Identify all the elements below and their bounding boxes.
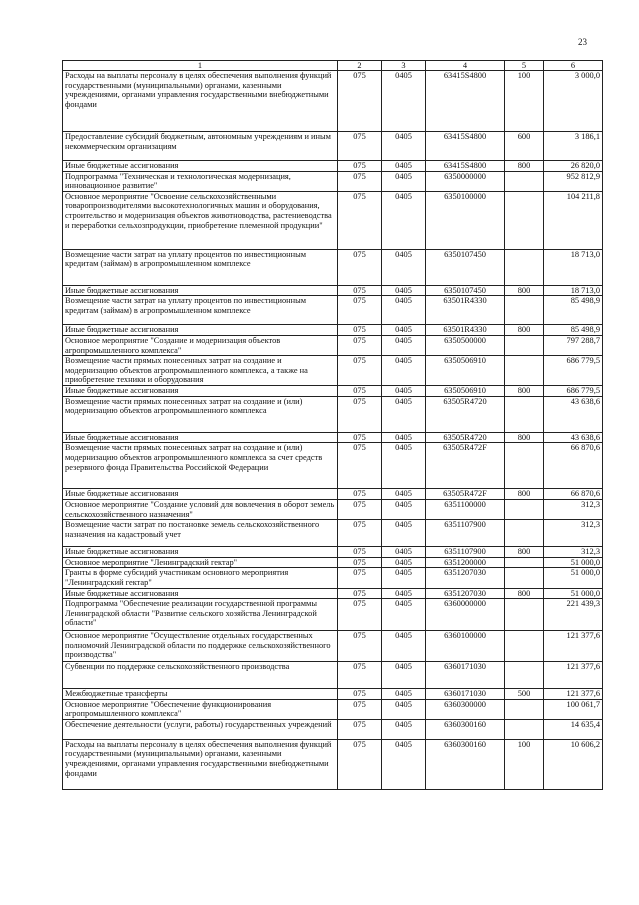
target-code-cell: 6351107900 (426, 520, 505, 547)
section-code-cell: 0405 (382, 719, 426, 739)
row-name-cell: Основное мероприятие "Освоение сельскохозяйственными товаропроизводителями высокотехнологичных машин и оборудования, строительство и модернизация объектов животноводства, растениеводства и переработки сельхозпродукции, приобретение племенной продукции" (63, 191, 338, 249)
amount-cell: 66 870,6 (544, 443, 603, 489)
row-name-cell: Подпрограмма "Техническая и технологическая модернизация, инновационное развитие" (63, 171, 338, 191)
section-code-cell: 0405 (382, 689, 426, 700)
table-row (63, 285, 603, 296)
amount-cell: 18 713,0 (544, 249, 603, 285)
table-row (63, 599, 603, 631)
column-header: 4 (426, 61, 505, 71)
table-row (63, 689, 603, 700)
row-name-cell: Иные бюджетные ассигнования (63, 432, 338, 443)
row-name-cell: Иные бюджетные ассигнования (63, 489, 338, 500)
expense-type-cell (505, 191, 544, 249)
target-code-cell: 6350000000 (426, 171, 505, 191)
target-code-cell: 6360300160 (426, 719, 505, 739)
table-row (63, 739, 603, 789)
ministry-code-cell: 075 (338, 443, 382, 489)
target-code-cell: 6351100000 (426, 499, 505, 519)
table-header-row (63, 61, 603, 71)
expense-type-cell: 800 (505, 432, 544, 443)
row-name-cell: Иные бюджетные ассигнования (63, 386, 338, 397)
ministry-code-cell: 075 (338, 699, 382, 719)
column-header: 3 (382, 61, 426, 71)
section-code-cell: 0405 (382, 588, 426, 599)
expense-type-cell: 800 (505, 547, 544, 558)
table-row (63, 432, 603, 443)
expense-type-cell: 600 (505, 132, 544, 161)
section-code-cell: 0405 (382, 285, 426, 296)
expense-type-cell (505, 335, 544, 355)
section-code-cell: 0405 (382, 386, 426, 397)
expense-type-cell (505, 599, 544, 631)
target-code-cell: 6351200000 (426, 557, 505, 568)
target-code-cell: 6350506910 (426, 386, 505, 397)
section-code-cell: 0405 (382, 432, 426, 443)
table-row (63, 547, 603, 558)
expense-type-cell (505, 443, 544, 489)
amount-cell: 686 779,5 (544, 356, 603, 386)
amount-cell: 952 812,9 (544, 171, 603, 191)
target-code-cell: 6351107900 (426, 547, 505, 558)
row-name-cell: Субвенции по поддержке сельскохозяйственного производства (63, 662, 338, 689)
expense-type-cell (505, 520, 544, 547)
expense-type-cell (505, 499, 544, 519)
ministry-code-cell: 075 (338, 296, 382, 325)
table-row (63, 396, 603, 432)
ministry-code-cell: 075 (338, 71, 382, 132)
ministry-code-cell: 075 (338, 132, 382, 161)
ministry-code-cell: 075 (338, 356, 382, 386)
row-name-cell: Иные бюджетные ассигнования (63, 285, 338, 296)
expense-type-cell: 800 (505, 285, 544, 296)
target-code-cell: 6360300160 (426, 739, 505, 789)
row-name-cell: Возмещение части прямых понесенных затрат на создание и модернизацию объектов агропромышленного комплекса, а также на приобретение техники и оборудования (63, 356, 338, 386)
table-row (63, 588, 603, 599)
amount-cell: 43 638,6 (544, 432, 603, 443)
amount-cell: 43 638,6 (544, 396, 603, 432)
amount-cell: 3 000,0 (544, 71, 603, 132)
table-row (63, 296, 603, 325)
section-code-cell: 0405 (382, 520, 426, 547)
row-name-cell: Обеспечение деятельности (услуги, работы) государственных учреждений (63, 719, 338, 739)
expense-type-cell: 100 (505, 71, 544, 132)
budget-table (62, 60, 603, 790)
table-row (63, 161, 603, 172)
ministry-code-cell: 075 (338, 719, 382, 739)
ministry-code-cell: 075 (338, 557, 382, 568)
row-name-cell: Возмещение части затрат на уплату процентов по инвестиционным кредитам (займам) в агропромышленном комплексе (63, 249, 338, 285)
row-name-cell: Иные бюджетные ассигнования (63, 161, 338, 172)
amount-cell: 10 606,2 (544, 739, 603, 789)
row-name-cell: Иные бюджетные ассигнования (63, 325, 338, 336)
row-name-cell: Основное мероприятие "Осуществление отдельных государственных полномочий Ленинградской области по поддержке сельскохозяйственного производства" (63, 631, 338, 662)
ministry-code-cell: 075 (338, 249, 382, 285)
column-header: 2 (338, 61, 382, 71)
table-row (63, 631, 603, 662)
amount-cell: 85 498,9 (544, 296, 603, 325)
section-code-cell: 0405 (382, 171, 426, 191)
amount-cell: 26 820,0 (544, 161, 603, 172)
ministry-code-cell: 075 (338, 739, 382, 789)
target-code-cell: 6360171030 (426, 662, 505, 689)
expense-type-cell (505, 171, 544, 191)
amount-cell: 85 498,9 (544, 325, 603, 336)
ministry-code-cell: 075 (338, 191, 382, 249)
row-name-cell: Основное мероприятие "Создание и модернизация объектов агропромышленного комплекса" (63, 335, 338, 355)
table-row (63, 325, 603, 336)
page-number: 23 (578, 37, 587, 47)
target-code-cell: 63501R4330 (426, 325, 505, 336)
column-header: 5 (505, 61, 544, 71)
target-code-cell: 6360000000 (426, 599, 505, 631)
row-name-cell: Возмещение части прямых понесенных затрат на создание и (или) модернизацию объектов агропромышленного комплекса за счет средств резервного фонда Правительства Российской Федерации (63, 443, 338, 489)
row-name-cell: Основное мероприятие "Обеспечение функционирования агропромышленного комплекса" (63, 699, 338, 719)
expense-type-cell (505, 356, 544, 386)
expense-type-cell: 800 (505, 161, 544, 172)
target-code-cell: 63415S4800 (426, 161, 505, 172)
amount-cell: 686 779,5 (544, 386, 603, 397)
amount-cell: 104 211,8 (544, 191, 603, 249)
expense-type-cell: 800 (505, 325, 544, 336)
table-row (63, 662, 603, 689)
amount-cell: 221 439,3 (544, 599, 603, 631)
target-code-cell: 6350100000 (426, 191, 505, 249)
table-row (63, 132, 603, 161)
target-code-cell: 6350107450 (426, 249, 505, 285)
amount-cell: 121 377,6 (544, 689, 603, 700)
table-row (63, 568, 603, 588)
table-row (63, 489, 603, 500)
column-header: 6 (544, 61, 603, 71)
expense-type-cell (505, 296, 544, 325)
section-code-cell: 0405 (382, 296, 426, 325)
target-code-cell: 6360171030 (426, 689, 505, 700)
target-code-cell: 63505R472F (426, 443, 505, 489)
target-code-cell: 63505R4720 (426, 432, 505, 443)
target-code-cell: 63501R4330 (426, 296, 505, 325)
target-code-cell: 6360300000 (426, 699, 505, 719)
amount-cell: 312,3 (544, 547, 603, 558)
section-code-cell: 0405 (382, 547, 426, 558)
target-code-cell: 63505R472F (426, 489, 505, 500)
ministry-code-cell: 075 (338, 588, 382, 599)
section-code-cell: 0405 (382, 662, 426, 689)
amount-cell: 14 635,4 (544, 719, 603, 739)
ministry-code-cell: 075 (338, 547, 382, 558)
expense-type-cell (505, 719, 544, 739)
section-code-cell: 0405 (382, 356, 426, 386)
row-name-cell: Подпрограмма "Обеспечение реализации государственной программы Ленинградской области "Развитие сельского хозяйства Ленинградской области" (63, 599, 338, 631)
row-name-cell: Расходы на выплаты персоналу в целях обеспечения выполнения функций государственными (муниципальными) органами, казенными учреждениями, органами управления государственными внебюджетными фондами (63, 739, 338, 789)
expense-type-cell: 800 (505, 489, 544, 500)
section-code-cell: 0405 (382, 443, 426, 489)
ministry-code-cell: 075 (338, 432, 382, 443)
section-code-cell: 0405 (382, 631, 426, 662)
ministry-code-cell: 075 (338, 568, 382, 588)
expense-type-cell (505, 557, 544, 568)
ministry-code-cell: 075 (338, 335, 382, 355)
ministry-code-cell: 075 (338, 520, 382, 547)
table-row (63, 335, 603, 355)
row-name-cell: Иные бюджетные ассигнования (63, 547, 338, 558)
amount-cell: 797 288,7 (544, 335, 603, 355)
expense-type-cell (505, 699, 544, 719)
ministry-code-cell: 075 (338, 599, 382, 631)
row-name-cell: Гранты в форме субсидий участникам основного мероприятия "Ленинградский гектар" (63, 568, 338, 588)
section-code-cell: 0405 (382, 568, 426, 588)
table-row (63, 443, 603, 489)
table-row (63, 71, 603, 132)
table-row (63, 557, 603, 568)
row-name-cell: Возмещение части затрат на уплату процентов по инвестиционным кредитам (займам) в агропромышленном комплексе (63, 296, 338, 325)
table-row (63, 386, 603, 397)
table-row (63, 356, 603, 386)
section-code-cell: 0405 (382, 191, 426, 249)
expense-type-cell (505, 568, 544, 588)
amount-cell: 51 000,0 (544, 568, 603, 588)
ministry-code-cell: 075 (338, 325, 382, 336)
row-name-cell: Возмещение части затрат по постановке земель сельскохозяйственного назначения на кадастровый учет (63, 520, 338, 547)
section-code-cell: 0405 (382, 557, 426, 568)
target-code-cell: 6350500000 (426, 335, 505, 355)
row-name-cell: Основное мероприятие "Ленинградский гектар" (63, 557, 338, 568)
table-row (63, 520, 603, 547)
ministry-code-cell: 075 (338, 499, 382, 519)
row-name-cell: Возмещение части прямых понесенных затрат на создание и (или) модернизацию объектов агропромышленного комплекса (63, 396, 338, 432)
section-code-cell: 0405 (382, 699, 426, 719)
section-code-cell: 0405 (382, 396, 426, 432)
section-code-cell: 0405 (382, 249, 426, 285)
target-code-cell: 6350506910 (426, 356, 505, 386)
ministry-code-cell: 075 (338, 489, 382, 500)
amount-cell: 51 000,0 (544, 588, 603, 599)
expense-type-cell: 800 (505, 386, 544, 397)
row-name-cell: Иные бюджетные ассигнования (63, 588, 338, 599)
ministry-code-cell: 075 (338, 171, 382, 191)
expense-type-cell (505, 662, 544, 689)
table-row (63, 719, 603, 739)
section-code-cell: 0405 (382, 335, 426, 355)
table-row (63, 499, 603, 519)
amount-cell: 121 377,6 (544, 662, 603, 689)
target-code-cell: 63415S4800 (426, 132, 505, 161)
amount-cell: 18 713,0 (544, 285, 603, 296)
row-name-cell: Межбюджетные трансферты (63, 689, 338, 700)
table-row (63, 249, 603, 285)
section-code-cell: 0405 (382, 599, 426, 631)
ministry-code-cell: 075 (338, 161, 382, 172)
expense-type-cell: 100 (505, 739, 544, 789)
amount-cell: 3 186,1 (544, 132, 603, 161)
row-name-cell: Основное мероприятие "Создание условий для вовлечения в оборот земель сельскохозяйственного назначения" (63, 499, 338, 519)
expense-type-cell: 500 (505, 689, 544, 700)
target-code-cell: 6360100000 (426, 631, 505, 662)
amount-cell: 312,3 (544, 499, 603, 519)
table-body (63, 71, 603, 790)
amount-cell: 121 377,6 (544, 631, 603, 662)
ministry-code-cell: 075 (338, 396, 382, 432)
row-name-cell: Предоставление субсидий бюджетным, автономным учреждениям и иным некоммерческим организациям (63, 132, 338, 161)
column-header: 1 (63, 61, 338, 71)
expense-type-cell (505, 396, 544, 432)
target-code-cell: 6350107450 (426, 285, 505, 296)
ministry-code-cell: 075 (338, 631, 382, 662)
table-row (63, 191, 603, 249)
target-code-cell: 63505R4720 (426, 396, 505, 432)
amount-cell: 66 870,6 (544, 489, 603, 500)
ministry-code-cell: 075 (338, 386, 382, 397)
section-code-cell: 0405 (382, 325, 426, 336)
section-code-cell: 0405 (382, 499, 426, 519)
row-name-cell: Расходы на выплаты персоналу в целях обеспечения выполнения функций государственными (муниципальными) органами, казенными учреждениями, органами управления государственными внебюджетными фондами (63, 71, 338, 132)
section-code-cell: 0405 (382, 739, 426, 789)
section-code-cell: 0405 (382, 489, 426, 500)
section-code-cell: 0405 (382, 161, 426, 172)
table-row (63, 171, 603, 191)
target-code-cell: 6351207030 (426, 568, 505, 588)
expense-type-cell (505, 631, 544, 662)
amount-cell: 312,3 (544, 520, 603, 547)
table-row (63, 699, 603, 719)
section-code-cell: 0405 (382, 132, 426, 161)
expense-type-cell: 800 (505, 588, 544, 599)
ministry-code-cell: 075 (338, 689, 382, 700)
section-code-cell: 0405 (382, 71, 426, 132)
ministry-code-cell: 075 (338, 285, 382, 296)
target-code-cell: 63415S4800 (426, 71, 505, 132)
expense-type-cell (505, 249, 544, 285)
ministry-code-cell: 075 (338, 662, 382, 689)
target-code-cell: 6351207030 (426, 588, 505, 599)
amount-cell: 51 000,0 (544, 557, 603, 568)
amount-cell: 100 061,7 (544, 699, 603, 719)
